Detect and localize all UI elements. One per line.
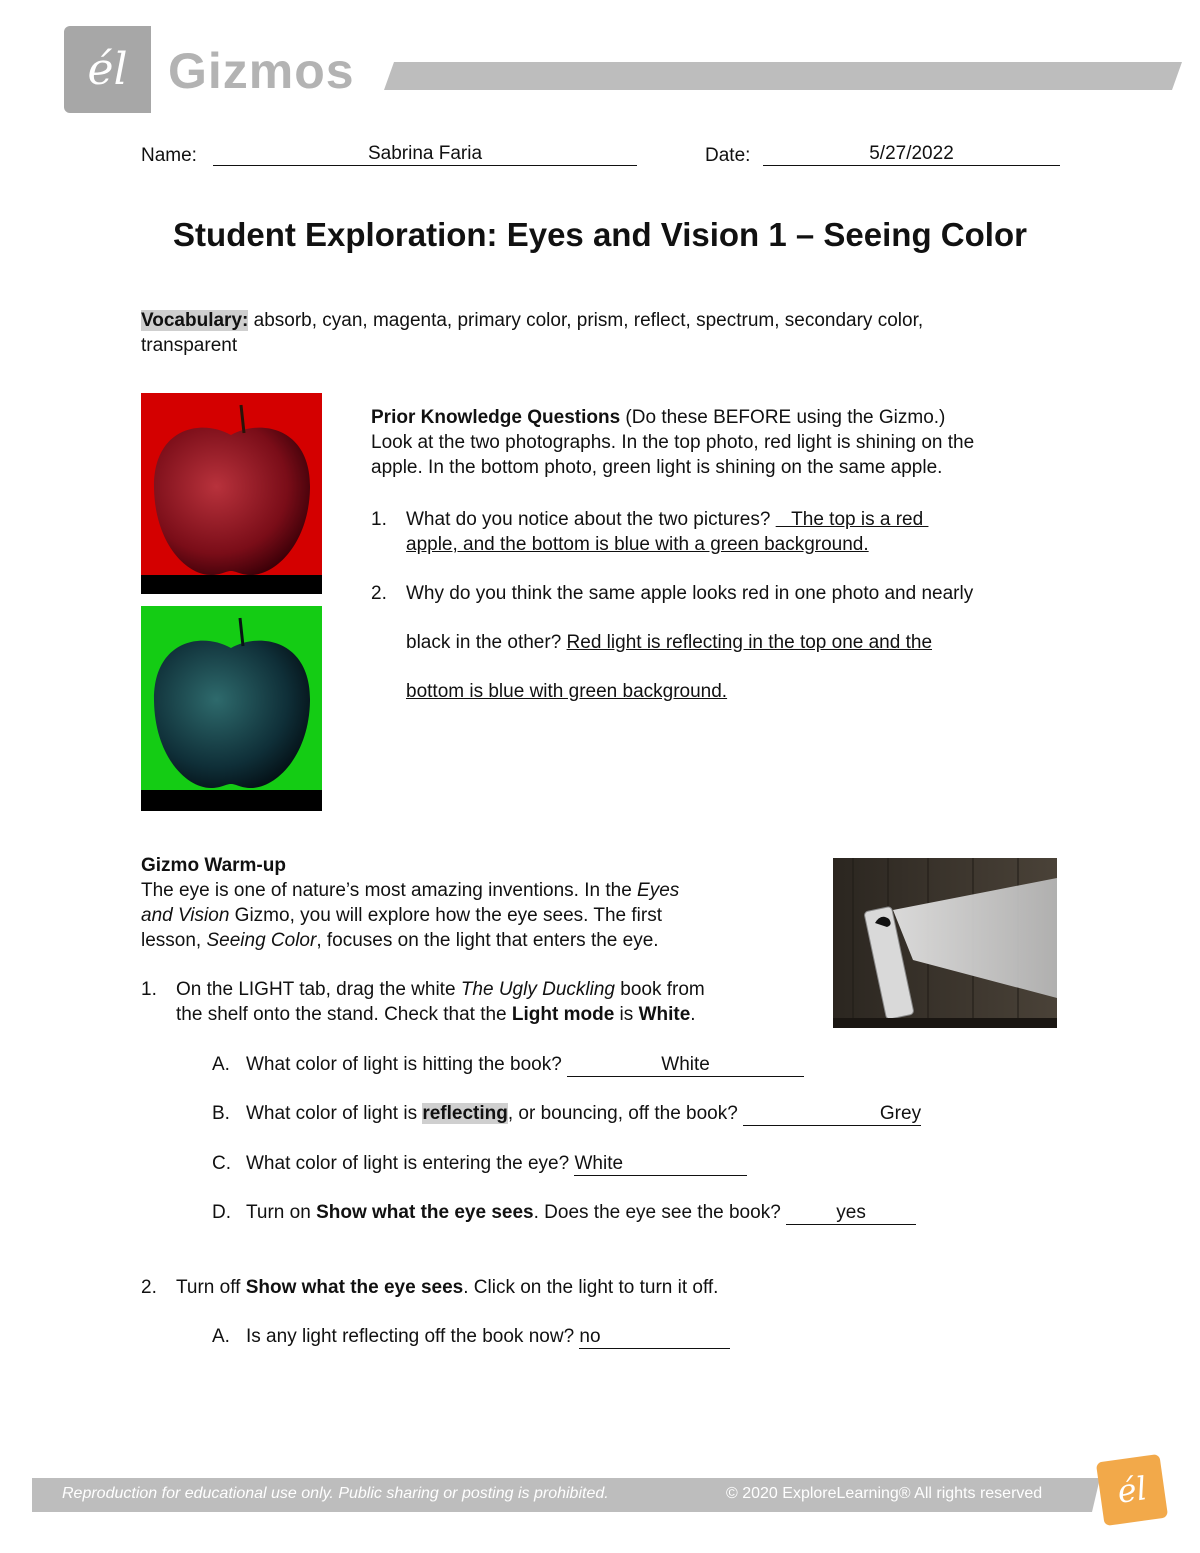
question-a [246,1052,804,1077]
warmup-step2 [176,1275,876,1300]
name-label: Name: [141,145,197,166]
prior-heading-note: (Do these BEFORE using the Gizmo.) [620,407,946,428]
question-b [246,1101,921,1126]
step1-h: . [690,1004,696,1025]
question-2a-text: Is any light reflecting off the book now? [246,1326,580,1347]
question-b-text-2: , or bouncing, off the book? [507,1103,744,1124]
step2-c: . Click on the light to turn it off. [463,1277,719,1298]
answer-2a[interactable]: no [579,1326,730,1349]
date-field[interactable]: 5/27/2022 [763,143,1060,166]
prior-heading: Prior Knowledge Questions [371,407,621,428]
q-b-letter: B. [212,1103,230,1124]
warmup-step1-number: 1. [141,979,157,1000]
vocabulary-terms: absorb, cyan, magenta, primary color, prism, reflect, spectrum, secondary color, [248,310,924,331]
warmup-intro [141,853,781,953]
warmup-step1 [176,977,816,1027]
prior-q2-number: 2. [371,583,387,604]
step1-b: The Ugly Duckling [460,979,615,1000]
warmup-p2b: Gizmo, you will explore how the eye sees. The first [229,905,663,926]
step1-d: the shelf onto the stand. Check that the [176,1004,512,1025]
name-field[interactable]: Sabrina Faria [213,143,637,166]
answer-b[interactable]: Grey [743,1103,921,1126]
step1-a: On the LIGHT tab, drag the white [176,979,461,1000]
question-c-text: What color of light is entering the eye? [246,1153,575,1174]
prior-q1-answer-2[interactable]: apple, and the bottom is blue with a green background. [406,534,869,555]
question-d-text: Turn on [246,1202,317,1223]
header-bar [384,62,1182,90]
step1-g: White [638,1004,691,1025]
question-d-text-2: . Does the eye see the book? [533,1202,787,1223]
prior-intro-2: apple. In the bottom photo, green light is shining on the same apple. [371,457,943,478]
prior-q2-text-2: black in the other? [406,632,567,653]
prior-q1-answer[interactable]: The top is a red [775,509,929,530]
footer-copyright: © 2020 ExploreLearning® All rights reserved [726,1485,1043,1502]
warmup-p3b: Seeing Color [206,930,317,951]
explorelearning-badge-icon: él [1096,1454,1168,1526]
warmup-step2-number: 2. [141,1277,157,1298]
warmup-p1a: The eye is one of nature’s most amazing inventions. In the [141,880,638,901]
vocabulary-terms-2: transparent [141,335,238,356]
warmup-p2a: and Vision [141,905,230,926]
q2-a-letter: A. [212,1326,230,1347]
prior-knowledge-intro [371,405,1071,480]
warmup-p1b: Eyes [637,880,680,901]
reflecting-term: reflecting [422,1103,508,1124]
question-2a [246,1324,730,1349]
answer-a[interactable]: White [567,1054,804,1077]
question-a-text: What color of light is hitting the book? [246,1054,568,1075]
red-light-apple-photo [141,393,322,594]
q-c-letter: C. [212,1153,231,1174]
q-d-letter: D. [212,1202,231,1223]
footer-disclaimer: Reproduction for educational use only. Public sharing or posting is prohibited. [62,1485,609,1502]
explorelearning-logo-icon: él [64,26,151,113]
answer-c[interactable]: White [574,1153,747,1176]
prior-intro-1: Look at the two photographs. In the top photo, red light is shining on the [371,432,975,453]
vocabulary [141,308,1061,358]
prior-q2-text: Why do you think the same apple looks red in one photo and nearly [406,583,974,604]
step1-e: Light mode [511,1004,615,1025]
gizmo-light-screenshot [833,858,1057,1028]
date-label: Date: [705,145,751,166]
prior-q2 [406,581,1066,704]
gizmos-brand: Gizmos [168,43,355,99]
warmup-heading: Gizmo Warm-up [141,855,286,876]
prior-q2-answer-2[interactable]: bottom is blue with green background. [406,681,728,702]
prior-q1-text: What do you notice about the two pictures? [406,509,776,530]
step1-f: is [614,1004,639,1025]
show-eye-sees-term: Show what the eye sees [316,1202,534,1223]
page-title: Student Exploration: Eyes and Vision 1 – Seeing Color [173,216,1027,253]
prior-q1 [406,507,1066,557]
step2-b: Show what the eye sees [245,1277,464,1298]
question-b-text: What color of light is [246,1103,423,1124]
step2-a: Turn off [176,1277,246,1298]
green-light-apple-photo [141,606,322,811]
question-c [246,1151,747,1176]
warmup-p3a: lesson, [141,930,207,951]
q-a-letter: A. [212,1054,230,1075]
prior-q1-number: 1. [371,509,387,530]
vocabulary-label: Vocabulary: [141,310,249,331]
answer-d[interactable]: yes [786,1202,916,1225]
step1-c: book from [614,979,705,1000]
prior-q2-answer[interactable]: Red light is reflecting in the top one and the [566,632,933,653]
question-d [246,1200,916,1225]
warmup-p3c: , focuses on the light that enters the eye. [316,930,659,951]
